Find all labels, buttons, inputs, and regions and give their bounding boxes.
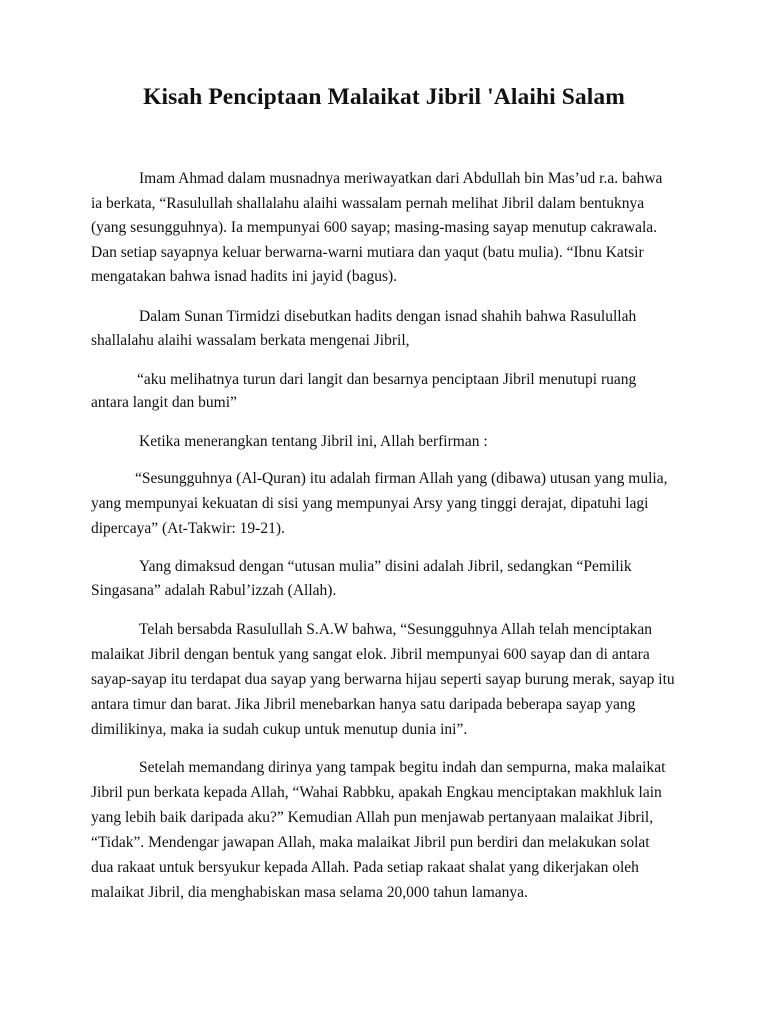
- paragraph-line: malaikat Jibril, dia menghabiskan masa selama 20,000 tahun lamanya.: [91, 884, 528, 901]
- paragraph-line: shallalahu alaihi wassalam berkata mengenai Jibril,: [91, 332, 410, 349]
- document-title: Kisah Penciptaan Malaikat Jibril 'Alaihi Salam: [143, 84, 625, 110]
- paragraph-line: Imam Ahmad dalam musnadnya meriwayatkan dari Abdullah bin Mas’ud r.a. bahwa: [139, 170, 663, 187]
- paragraph-line: Dalam Sunan Tirmidzi disebutkan hadits dengan isnad shahih bahwa Rasulullah: [139, 308, 637, 325]
- paragraph-line: malaikat Jibril dengan bentuk yang sangat elok. Jibril mempunyai 600 sayap dan di antara: [91, 646, 650, 663]
- paragraph-line: sayap-sayap itu terdapat dua sayap yang berwarna hijau seperti sayap burung merak, sayap itu: [91, 671, 675, 688]
- paragraph-line: ia berkata, “Rasulullah shallalahu alaihi wassalam pernah melihat Jibril dalam bentuknya: [91, 195, 645, 212]
- paragraph-line: yang lebih baik daripada aku?” Kemudian Allah pun menjawab pertanyaan malaikat Jibril,: [91, 809, 654, 826]
- paragraph-line: “Tidak”. Mendengar jawapan Allah, maka malaikat Jibril pun berdiri dan melakukan solat: [91, 834, 650, 851]
- paragraph-line: Singasana” adalah Rabul’izzah (Allah).: [91, 582, 337, 599]
- paragraph-line: yang mempunyai kekuatan di sisi yang mempunyai Arsy yang tinggi derajat, dipatuhi lagi: [91, 495, 649, 512]
- paragraph-line: (yang sesungguhnya). Ia mempunyai 600 sayap; masing-masing sayap menutup cakrawala.: [91, 219, 658, 236]
- paragraph-line: Yang dimaksud dengan “utusan mulia” disini adalah Jibril, sedangkan “Pemilik: [139, 558, 632, 575]
- paragraph-line: Jibril pun berkata kepada Allah, “Wahai Rabbku, apakah Engkau menciptakan makhluk lain: [91, 784, 662, 801]
- paragraph-line: antara timur dan barat. Jika Jibril menebarkan hanya satu daripada beberapa sayap yang: [91, 696, 636, 713]
- paragraph-line: dipercaya” (At-Takwir: 19-21).: [91, 520, 285, 537]
- paragraph-line: “Sesungguhnya (Al-Quran) itu adalah firman Allah yang (dibawa) utusan yang mulia,: [135, 470, 668, 487]
- paragraph-line: antara langit dan bumi”: [91, 394, 237, 411]
- paragraph-line: dimilikinya, maka ia sudah cukup untuk menutup dunia ini”.: [91, 721, 468, 738]
- paragraph-line: Ketika menerangkan tentang Jibril ini, Allah berfirman :: [139, 433, 488, 450]
- paragraph-line: “aku melihatnya turun dari langit dan besarnya penciptaan Jibril menutupi ruang: [137, 371, 637, 388]
- paragraph-line: Telah bersabda Rasulullah S.A.W bahwa, “Sesungguhnya Allah telah menciptakan: [139, 621, 653, 638]
- paragraph-line: dua rakaat untuk bersyukur kepada Allah. Pada setiap rakaat shalat yang dikerjakan oleh: [91, 859, 639, 876]
- paragraph-line: Setelah memandang dirinya yang tampak begitu indah dan sempurna, maka malaikat: [139, 759, 666, 776]
- paragraph-line: mengatakan bahwa isnad hadits ini jayid (bagus).: [91, 268, 398, 285]
- paragraph-line: Dan setiap sayapnya keluar berwarna-warni mutiara dan yaqut (batu mulia). “Ibnu Katsir: [91, 244, 644, 261]
